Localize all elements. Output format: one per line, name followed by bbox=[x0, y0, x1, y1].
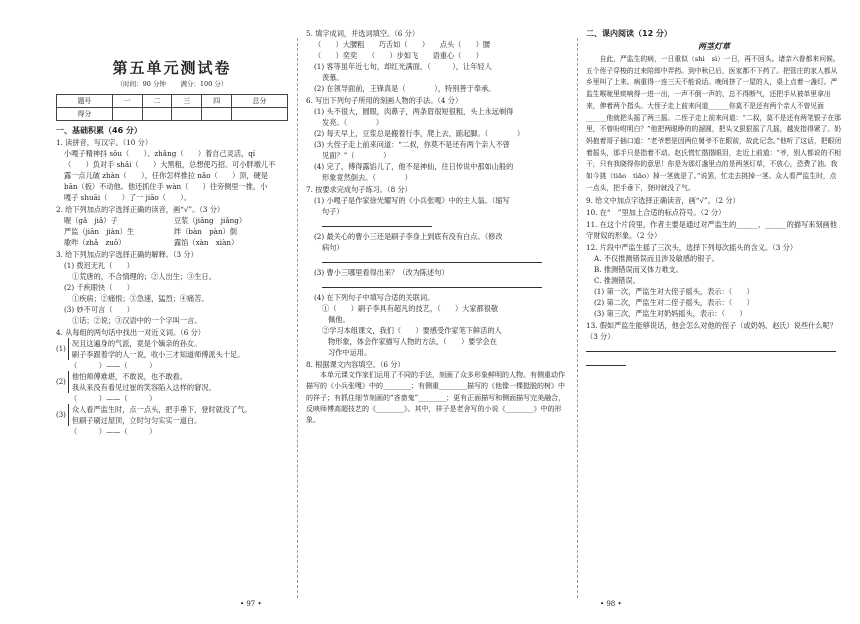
answer-line[interactable]: (1) 第一次，严监生对大侄子摇头，表示：（ ） bbox=[594, 287, 754, 297]
score-cell: 总分 bbox=[232, 95, 288, 108]
text-line: （ ）大腰粗 巧舌如（ ） 点头（ ）腰 bbox=[314, 40, 491, 49]
question-title: 6. 写出下列句子所用的刻画人物的手法。（4 分） bbox=[306, 96, 463, 105]
text-line: (2) 每天早上，豆浆总是搬着行李，爬上去，踮起脚。（ ） bbox=[314, 129, 525, 138]
question-title: 9. 给文中加点字选择正确读音，画“√”。（2 分） bbox=[586, 196, 740, 206]
answer-blank[interactable] bbox=[586, 356, 842, 370]
exam-score: 满分：100 分） bbox=[180, 80, 228, 88]
text-line: ①话；②说；③汉语中的一个字叫一言。 bbox=[72, 316, 202, 325]
text-line: ①（ ）刷子李具有超凡的技艺，（ ）大家都很敬 bbox=[322, 304, 499, 313]
page-number: • 98 • bbox=[600, 600, 622, 608]
text-line: 刷子李跟着学的人一说，收小三才知道师傅派头十足。 bbox=[71, 350, 245, 359]
score-cell[interactable] bbox=[202, 108, 232, 121]
text-line: （ ）奕奕 （ ）步如飞 语重心（ ） bbox=[314, 51, 483, 60]
text-line: 我从来没有看见过崔的笑容陷入这样的窘况。 bbox=[71, 383, 216, 392]
question-title: 5. 填字成词，并选词填空。（6 分） bbox=[306, 29, 420, 38]
question-body bbox=[306, 195, 570, 358]
score-cell[interactable] bbox=[232, 108, 288, 121]
text-line: ①荒唐的，不合情理的；②人出生；③生日。 bbox=[72, 272, 216, 281]
text-line: (2) 最关心的曹小三还是刷子李身上到底有没有白点。（修改 bbox=[314, 232, 503, 241]
passage-title: 两茎灯草 bbox=[698, 41, 730, 51]
text-line: 形象竟然倒去。（ ） bbox=[322, 173, 412, 182]
group-number: (3) bbox=[56, 410, 66, 419]
text-line: 病句） bbox=[322, 243, 344, 252]
text-line: (1) 头不很大，圆眼，肉鼻子，两条眉很短很粗，头上永远剃得 bbox=[314, 107, 514, 116]
answer-line[interactable]: （ ）——（ ） bbox=[70, 427, 157, 436]
question-title: 11. 在这个片段里，作者主要是通过对严监生的______、______的描写来刻画他守财奴的形象。（2 分） bbox=[586, 220, 837, 241]
pair-group bbox=[56, 338, 288, 360]
column-divider bbox=[577, 38, 578, 598]
question-body bbox=[56, 215, 288, 248]
answer-line[interactable]: (3) 第三次，严监生对奶妈摇头，表示：（ ） bbox=[594, 309, 747, 319]
question-title: 12. 片段中严监生摇了三次头，选择下列每次摇头的含义。（3 分） bbox=[586, 243, 798, 253]
text-line: 佩他。 bbox=[328, 315, 350, 324]
text-line: 嘎子 shuāi（ ）了一 jiāo（ ）。 bbox=[64, 193, 192, 202]
answer-blank[interactable] bbox=[314, 217, 570, 231]
score-cell: 得分 bbox=[57, 108, 113, 121]
pinyin-option[interactable]: 豆浆（jiāng jiǎng） bbox=[174, 216, 247, 225]
answer-blank[interactable] bbox=[314, 253, 570, 267]
column-left bbox=[56, 0, 288, 624]
group-number: (1) bbox=[56, 344, 66, 353]
exam-title: 第五单元测试卷 bbox=[112, 59, 232, 77]
text-line: 但刷子刷过屋顶，立时匀匀实实一道白。 bbox=[71, 416, 202, 425]
pinyin-option[interactable]: 严监（jiān jiàn）生 bbox=[64, 227, 135, 236]
score-cell: 四 bbox=[202, 95, 232, 108]
text-line: （ ）负对手 shǎi（ ）大黑粗，总想使巧招。可小胖墩儿不 bbox=[64, 160, 276, 169]
answer-blank[interactable] bbox=[314, 278, 570, 292]
pair-group bbox=[56, 404, 288, 426]
option-line: C. 推测错误。 bbox=[594, 276, 640, 286]
score-cell: 题号 bbox=[57, 95, 113, 108]
option-line: A. 不仅推测错误而且涉及敏感的银子。 bbox=[594, 254, 719, 264]
text-line: bān（扳）不动他。他还抓住手 wàn（ ）往旁侧里一推，小 bbox=[64, 182, 268, 191]
text-line: 小嘎子精神抖 sǒu（ ）、zhǎng（ ）着自己灵活，qí bbox=[64, 149, 256, 158]
score-cell[interactable] bbox=[112, 108, 142, 121]
question-title: 4. 从每组的两句话中找出一对近义词。（6 分） bbox=[56, 328, 205, 337]
text-line: (3) 大侄子走上前来问道：“二叔，你莫不是还有两个亲人不曾 bbox=[314, 140, 510, 149]
question-body: 本单元课文作家们运用了不同的手法，刻画了众多形象鲜明的人物。有侧重动作描写的《小兵张嘎》中的________；有侧重________描写的《他像一棵挺脱的树》中的祥子；有抓住细节刻画的“吝啬鬼”________；更有正面描写和侧面描写完美融合，反映师傅高超技艺的《________》。其中，祥子是老舍写的小说《________》中的形象。 bbox=[306, 371, 566, 425]
exam-time: （时间：90 分钟 bbox=[116, 80, 166, 88]
text-line: 发亮。（ ） bbox=[322, 118, 384, 127]
text-line: (1) 拨迟无礼（ ） bbox=[64, 261, 134, 270]
text-line: (2) 在领导面前，王锋真是（ ），特别善于奉承。 bbox=[314, 84, 496, 93]
pair-group bbox=[56, 371, 288, 393]
question-title: 13. 假如严监生能够说话，他会怎么对他的侄子（或奶妈、赵氏）说些什么呢？（3 分） bbox=[586, 321, 837, 342]
score-cell[interactable] bbox=[142, 108, 172, 121]
text-line: ②学习本组课文，我们（ ）要感受作家笔下鲜活的人 bbox=[322, 326, 502, 335]
score-table bbox=[56, 94, 288, 121]
text-line: 见面？”（ ） bbox=[322, 151, 391, 160]
pinyin-option[interactable]: 露馅（xàn xiàn） bbox=[174, 238, 239, 247]
text-line: (1) 客等虽年近七旬，却红光满面，（ ），让年轻人 bbox=[314, 62, 492, 71]
reading-passage: 自此，严监生的病，一日重似（shì sì）一日，再不回头。诸亲六眷都来问候。五个侄子穿梭的过来陪郎中弄药。到中秋已后，医家都不下药了。把管庄的家人都从乡里叫了上来。病重得一连三天不能说话。晚间挤了一屋的人，桌上点着一盏灯。严监生喉咙里痰响得一进一出，一声不倒一声的，总不得断气，还把手从被单里拿出来，伸着两个指头。大侄子走上前来问道______你莫不是还有两个亲人不曾见面______他就把头摇了两三摇。二侄子走上前来问道：“二叔，莫不是还有两笔银子在那里，不曾吩咐明白？”他把两眼睁的的溜圆，把头又狠狠摇了几摇，越发指得紧了。奶妈抱着哥子插口道：“老爷想是因两位舅爷不在跟前，故此记念。”他听了这话，把眼闭着摇头，那手只是指着不动。赵氏慌忙揩揩眼泪，走近上前道：“爷，别人都说的不相干，只有我晓得你的意思！你是为那灯盏里点的是两茎灯草，不放心，恐费了油。我如今挑（tiāo tiǎo）掉一茎就是了。”说罢，忙走去挑掉一茎。众人看严监生时，点一点头，把手垂下，登时就没了气。 bbox=[586, 55, 842, 192]
question-body bbox=[56, 338, 288, 437]
text-line: 习作中运用。 bbox=[328, 348, 372, 357]
text-line: 羡慕。 bbox=[322, 73, 344, 82]
pinyin-option[interactable]: 歌咋（zhǎ zuǒ） bbox=[64, 238, 126, 247]
question-body bbox=[56, 260, 288, 326]
question-title: 1. 读拼音，写汉字。（10 分） bbox=[56, 138, 153, 147]
answer-line[interactable]: (2) 第二次，严监生对二侄子摇头，表示：（ ） bbox=[594, 298, 754, 308]
text-line: (3) 曹小三哪里看得出来？（改为陈述句） bbox=[314, 268, 449, 277]
section-heading: 二、课内阅读（12 分） bbox=[586, 29, 672, 38]
score-cell: 二 bbox=[142, 95, 172, 108]
question-body bbox=[306, 106, 570, 183]
text-line: (3) 妙不可言（ ） bbox=[64, 305, 134, 314]
question-body bbox=[586, 253, 842, 319]
text-line: (2) 千疾眼快（ ） bbox=[64, 283, 134, 292]
question-title: 7. 按要求完成句子练习。（8 分） bbox=[306, 185, 412, 194]
text-line: (4) 在下列句子中填写合适的关联词。 bbox=[314, 293, 435, 302]
question-title: 8. 根据课文内容填空。（6 分） bbox=[306, 360, 405, 369]
exam-subtitle bbox=[56, 79, 288, 90]
column-right bbox=[586, 0, 842, 624]
question-body bbox=[306, 39, 570, 94]
text-line: ①疾病；②痛恨；③急速，猛烈；④痛苦。 bbox=[72, 294, 209, 303]
group-number: (2) bbox=[56, 377, 66, 386]
answer-line[interactable]: （ ）——（ ） bbox=[70, 361, 157, 370]
page-number: • 97 • bbox=[240, 600, 262, 608]
pinyin-option[interactable]: 绊（bàn pàn）倒 bbox=[174, 227, 237, 236]
question-title: 10. 在“ ”里加上合适的标点符号。（2 分） bbox=[586, 208, 726, 218]
text-line: 句子） bbox=[322, 207, 344, 216]
column-divider bbox=[297, 38, 298, 598]
option-line: B. 推测错误而又体力难支。 bbox=[594, 265, 683, 275]
section-heading: 一、基础积累（46 分） bbox=[56, 126, 142, 135]
text-line: 众人看严监生时，点一点头，把手垂下，登时就没了气。 bbox=[71, 405, 252, 414]
text-line: 物形象，体会作家描写人物的方法，（ ）要学会在 bbox=[328, 337, 497, 346]
score-cell: 三 bbox=[172, 95, 202, 108]
column-middle bbox=[306, 0, 570, 624]
question-title: 3. 给下列加点的字选择正确的解释。（3 分） bbox=[56, 250, 198, 259]
text-line: 况且这遍身的气派，竟是个嫡亲的孙女。 bbox=[71, 339, 202, 348]
score-cell[interactable] bbox=[172, 108, 202, 121]
pinyin-option[interactable]: 喔（gǎ jiǎ）子 bbox=[64, 216, 118, 225]
question-body bbox=[56, 148, 288, 203]
answer-blank[interactable] bbox=[586, 342, 842, 356]
text-line: (4) 完了，傅得露馅儿了，他不是神仙，往日传说中那如山般的 bbox=[314, 162, 514, 171]
text-line: (1) 小嘎子是作家徐光耀写的《小兵张嘎》中的主人翁。（缩写 bbox=[314, 196, 510, 205]
question-title: 2. 给下列加点的字选择正确的读音，画“√”。（3 分） bbox=[56, 205, 225, 214]
score-cell: 一 bbox=[112, 95, 142, 108]
text-line: 露一点儿破 zhàn（ ），任你怎样推拉 nǎo（ ）顶，硬是 bbox=[64, 171, 269, 180]
text-line: 他怕师傅难堪，不敢说，也不敢看。 bbox=[71, 372, 187, 381]
answer-line[interactable]: （ ）——（ ） bbox=[70, 394, 157, 403]
